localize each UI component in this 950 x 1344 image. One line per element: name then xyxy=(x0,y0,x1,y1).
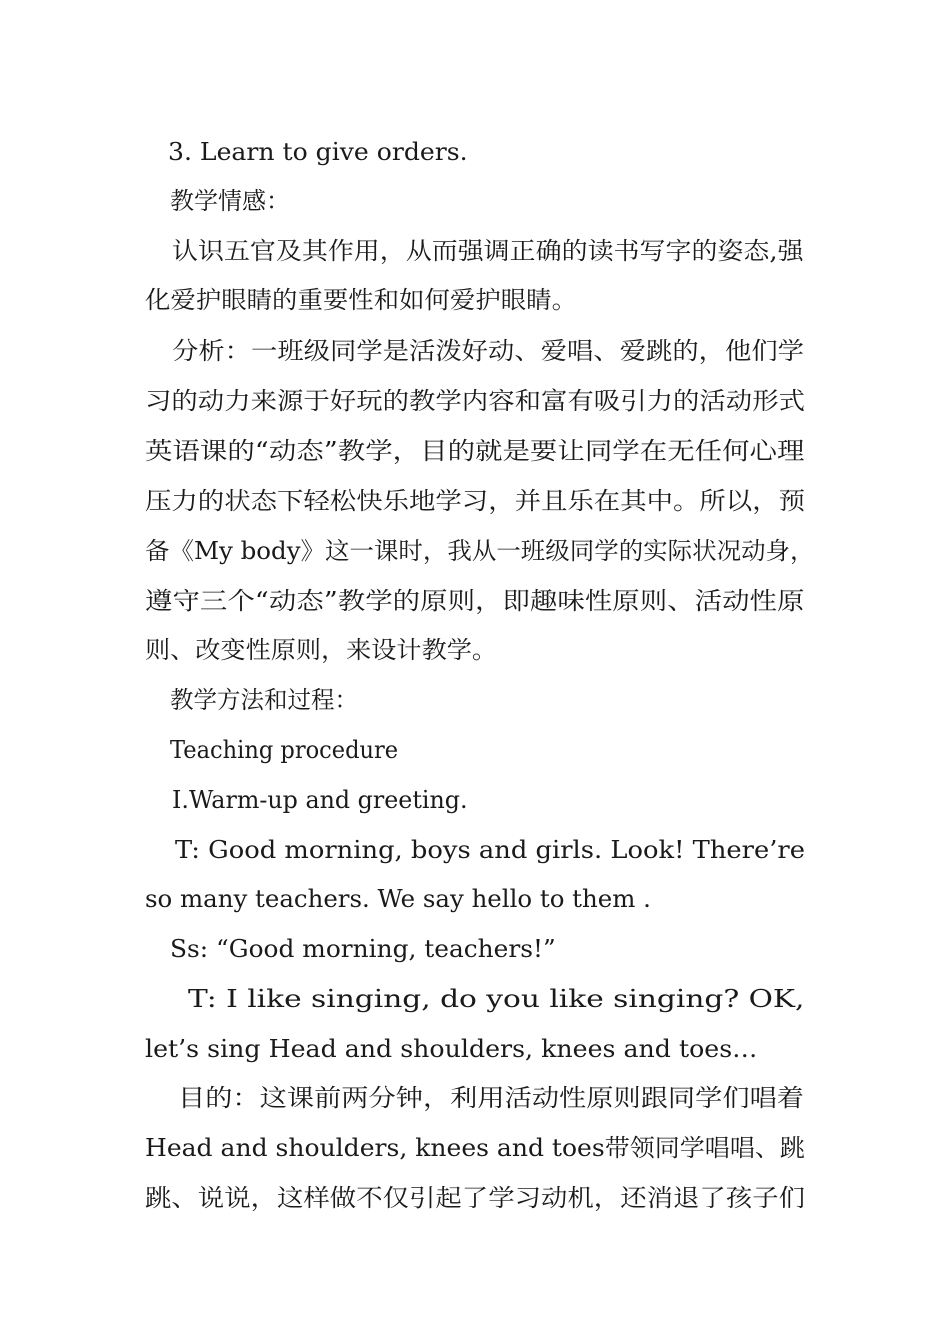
text-line: Ss: “Good morning, teachers!” xyxy=(170,935,556,963)
text-line: 遵守三个“动态”教学的原则，即趣味性原则、活动性原 xyxy=(145,587,805,615)
text-line: T: Good morning, boys and girls. Look! There’re xyxy=(175,836,805,864)
text-line: Ⅰ.Warm-up and greeting. xyxy=(172,786,468,814)
text-line: 则、改变性原则，来设计教学。 xyxy=(145,636,497,664)
text-line: Head and shoulders, knees and toes带领同学唱唱、跳 xyxy=(145,1134,805,1162)
text-line: 分析：一班级同学是活泼好动、爱唱、爱跳的，他们学 xyxy=(172,337,804,365)
text-line: 3. Learn to give orders. xyxy=(168,138,468,166)
section-heading: 教学方法和过程： xyxy=(170,686,359,714)
section-heading: 教学情感： xyxy=(170,187,290,215)
text-line: 习的动力来源于好玩的教学内容和富有吸引力的活动形式 xyxy=(145,387,805,415)
text-line: let’s sing Head and shoulders, knees and toes… xyxy=(145,1035,758,1063)
text-line: Teaching procedure xyxy=(170,736,399,764)
text-line: 压力的状态下轻松快乐地学习，并且乐在其中。所以，预 xyxy=(145,487,805,515)
text-line: 跳、说说，这样做不仅引起了学习动机，还消退了孩子们 xyxy=(145,1184,805,1212)
text-line: 化爱护眼睛的重要性和如何爱护眼睛。 xyxy=(145,286,577,314)
text-line: so many teachers. We say hello to them . xyxy=(145,885,651,913)
text-line: 备《My body》这一课时，我从一班级同学的实际状况动身， xyxy=(145,537,815,565)
text-line: 认识五官及其作用，从而强调正确的读书写字的姿态,强 xyxy=(172,237,804,265)
text-line: T: I like singing, do you like singing? OK, xyxy=(188,985,805,1013)
text-line: 英语课的“动态”教学，目的就是要让同学在无任何心理 xyxy=(145,437,805,465)
text-line: 目的：这课前两分钟，利用活动性原则跟同学们唱着 xyxy=(178,1084,805,1112)
